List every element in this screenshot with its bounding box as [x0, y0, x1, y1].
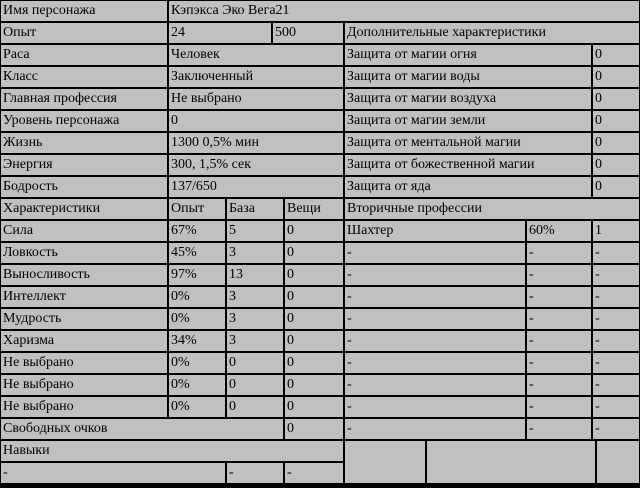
- stat-exp: 97%: [168, 264, 226, 286]
- stat-items: 0: [284, 242, 344, 264]
- stats-header-name: Характеристики: [0, 198, 168, 220]
- resist-air-label: Защита от магии воздуха: [344, 88, 592, 110]
- empty-cell: [426, 440, 596, 484]
- class-label: Класс: [0, 66, 168, 88]
- secondary-profession-level: -: [592, 308, 640, 330]
- secondary-profession-level: -: [592, 286, 640, 308]
- exp-value: 24: [168, 22, 272, 44]
- empty-cell: [596, 440, 640, 484]
- stat-exp: 0%: [168, 352, 226, 374]
- main-profession-label: Главная профессия: [0, 88, 168, 110]
- stat-items: 0: [284, 374, 344, 396]
- stat-items: 0: [284, 396, 344, 418]
- secondary-profession-name: -: [344, 418, 526, 440]
- stats-header-exp: Опыт: [168, 198, 226, 220]
- empty-cell: [344, 440, 426, 484]
- skills-header: Навыки: [0, 440, 344, 462]
- resist-mental-label: Защита от ментальной магии: [344, 132, 592, 154]
- stat-items: 0: [284, 352, 344, 374]
- secondary-profession-level: -: [592, 374, 640, 396]
- stat-name: Мудрость: [0, 308, 168, 330]
- stat-items: 0: [284, 330, 344, 352]
- exp-label: Опыт: [0, 22, 168, 44]
- stat-base: 0: [226, 374, 284, 396]
- stat-exp: 67%: [168, 220, 226, 242]
- secondary-profession-level: -: [592, 242, 640, 264]
- stat-base: 0: [226, 396, 284, 418]
- main-profession-value: Не выбрано: [168, 88, 344, 110]
- life-value: 1300 0,5% мин: [168, 132, 344, 154]
- name-label: Имя персонажа: [0, 0, 168, 22]
- free-points-label: Свободных очков: [0, 418, 284, 440]
- secondary-profession-level: -: [592, 418, 640, 440]
- life-label: Жизнь: [0, 132, 168, 154]
- stat-name: Не выбрано: [0, 396, 168, 418]
- stat-base: 3: [226, 308, 284, 330]
- secondary-profession-name: -: [344, 330, 526, 352]
- stats-header-base: База: [226, 198, 284, 220]
- resist-earth-label: Защита от магии земли: [344, 110, 592, 132]
- stat-exp: 45%: [168, 242, 226, 264]
- secondary-profession-progress: -: [526, 264, 592, 286]
- stat-exp: 0%: [168, 308, 226, 330]
- resist-water-value: 0: [592, 66, 640, 88]
- vigor-value: 137/650: [168, 176, 344, 198]
- stat-name: Сила: [0, 220, 168, 242]
- race-value: Человек: [168, 44, 344, 66]
- stat-name: Интеллект: [0, 286, 168, 308]
- skill-name: -: [0, 462, 226, 484]
- resist-poison-value: 0: [592, 176, 640, 198]
- resist-mental-value: 0: [592, 132, 640, 154]
- skill-value: -: [226, 462, 284, 484]
- resist-divine-value: 0: [592, 154, 640, 176]
- secondary-profession-name: -: [344, 242, 526, 264]
- vigor-label: Бодрость: [0, 176, 168, 198]
- extra-header: Дополнительные характеристики: [344, 22, 640, 44]
- race-label: Раса: [0, 44, 168, 66]
- class-value: Заключенный: [168, 66, 344, 88]
- stat-base: 3: [226, 286, 284, 308]
- name-value: Кэпэкса Эко Вега21: [168, 0, 640, 22]
- secondary-profession-progress: 60%: [526, 220, 592, 242]
- stat-name: Харизма: [0, 330, 168, 352]
- resist-fire-label: Защита от магии огня: [344, 44, 592, 66]
- skill-value: -: [284, 462, 344, 484]
- resist-fire-value: 0: [592, 44, 640, 66]
- stat-base: 13: [226, 264, 284, 286]
- secondary-profession-progress: -: [526, 330, 592, 352]
- stat-exp: 0%: [168, 286, 226, 308]
- stat-exp: 34%: [168, 330, 226, 352]
- secondary-profession-progress: -: [526, 352, 592, 374]
- resist-air-value: 0: [592, 88, 640, 110]
- stats-header-items: Вещи: [284, 198, 344, 220]
- energy-label: Энергия: [0, 154, 168, 176]
- secondary-profession-name: Шахтер: [344, 220, 526, 242]
- stat-name: Ловкость: [0, 242, 168, 264]
- secondary-profession-level: -: [592, 352, 640, 374]
- secondary-profession-level: -: [592, 330, 640, 352]
- stat-exp: 0%: [168, 396, 226, 418]
- stat-exp: 0%: [168, 374, 226, 396]
- energy-value: 300, 1,5% сек: [168, 154, 344, 176]
- secondary-profession-progress: -: [526, 242, 592, 264]
- secondary-profession-progress: -: [526, 396, 592, 418]
- secondary-profession-name: -: [344, 352, 526, 374]
- secondary-profession-progress: -: [526, 374, 592, 396]
- secondary-profession-name: -: [344, 396, 526, 418]
- secondary-profession-name: -: [344, 286, 526, 308]
- secondary-profession-level: -: [592, 396, 640, 418]
- stat-base: 3: [226, 330, 284, 352]
- secondary-profession-level: -: [592, 264, 640, 286]
- stat-items: 0: [284, 286, 344, 308]
- resist-poison-label: Защита от яда: [344, 176, 592, 198]
- stat-base: 0: [226, 352, 284, 374]
- free-points-value: 0: [284, 418, 344, 440]
- resist-earth-value: 0: [592, 110, 640, 132]
- level-value: 0: [168, 110, 344, 132]
- resist-water-label: Защита от магии воды: [344, 66, 592, 88]
- secondary-profession-level: 1: [592, 220, 640, 242]
- stat-items: 0: [284, 220, 344, 242]
- secondary-profession-name: -: [344, 374, 526, 396]
- stat-base: 5: [226, 220, 284, 242]
- stat-name: Не выбрано: [0, 374, 168, 396]
- resist-divine-label: Защита от божественной магии: [344, 154, 592, 176]
- secondary-header: Вторичные профессии: [344, 198, 640, 220]
- secondary-profession-name: -: [344, 264, 526, 286]
- stat-base: 3: [226, 242, 284, 264]
- secondary-profession-progress: -: [526, 418, 592, 440]
- secondary-profession-progress: -: [526, 308, 592, 330]
- secondary-profession-name: -: [344, 308, 526, 330]
- stat-items: 0: [284, 264, 344, 286]
- exp-next: 500: [272, 22, 344, 44]
- stat-name: Не выбрано: [0, 352, 168, 374]
- stat-name: Выносливость: [0, 264, 168, 286]
- level-label: Уровень персонажа: [0, 110, 168, 132]
- stat-items: 0: [284, 308, 344, 330]
- secondary-profession-progress: -: [526, 286, 592, 308]
